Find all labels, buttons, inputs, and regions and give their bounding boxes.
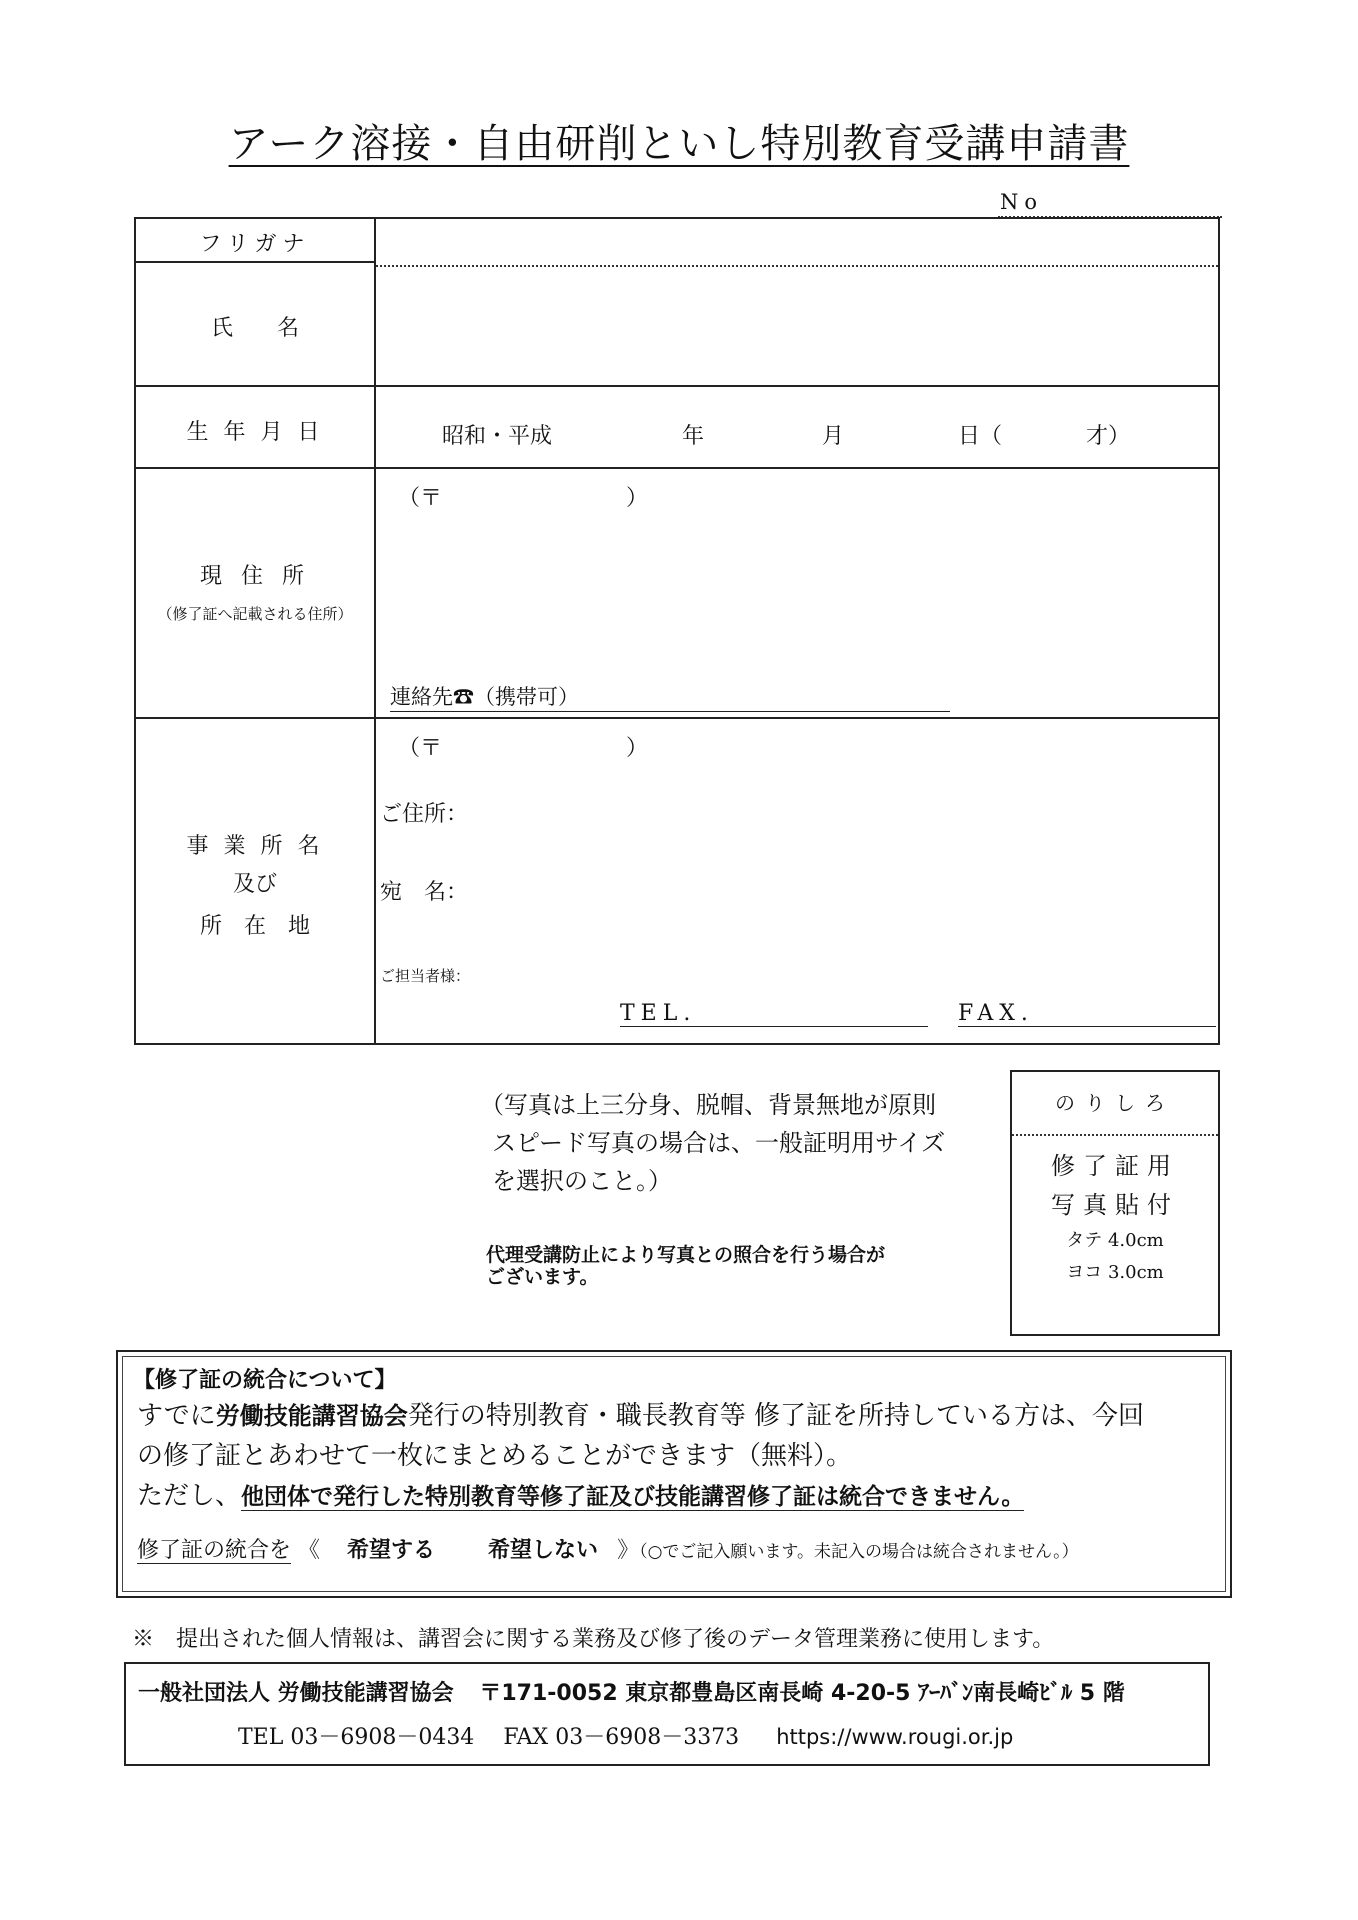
bracket-close: 》 (617, 1538, 640, 1563)
birth-month[interactable]: 月 (822, 424, 845, 449)
birth-era[interactable]: 昭和・平成 (442, 424, 553, 449)
merge-line-3 (137, 1477, 1024, 1516)
merge-line-1a: すでに (137, 1401, 216, 1431)
office-atena-label: 宛 名： (380, 880, 469, 905)
merge-choice-note: （○でご記入願います。未記入の場合は統合されません。） (639, 1542, 1079, 1562)
photo-note-line: （写真は上三分身、脱帽、背景無地が原則 (480, 1091, 936, 1119)
merge-line-1c: 発行の特別教育・職長教育等 修了証を所持している方は、今回 (407, 1401, 1145, 1431)
postal-close: ） (626, 486, 649, 511)
photo-note (480, 1086, 945, 1200)
photo-width: ヨコ 3.0cm (1066, 1262, 1164, 1283)
merge-line-2: の修了証とあわせて一枚にまとめることができます（無料）。 (137, 1441, 853, 1471)
fax-field[interactable]: FAX. (958, 1001, 1216, 1027)
page-title (0, 112, 1358, 169)
address-label: 現 住 所 (200, 564, 310, 589)
photo-box-line: 修了証用 (1051, 1152, 1179, 1180)
merge-line-4 (137, 1533, 1079, 1564)
number-field[interactable]: No (998, 190, 1222, 218)
merge-box (116, 1350, 1232, 1598)
office-label-3: 所 在 地 (199, 914, 310, 939)
application-form (134, 217, 1220, 1045)
photo-height: タテ 4.0cm (1066, 1230, 1164, 1251)
office-label-1: 事 業 所 名 (186, 834, 324, 859)
association-name: 労働技能講習協会 (215, 1402, 408, 1430)
address-sublabel: （修了証へ記載される住所） (157, 605, 353, 623)
name-label-text: 氏 名 (210, 316, 299, 341)
row-divider (136, 717, 1218, 719)
tel-field[interactable]: TEL. (620, 1001, 928, 1027)
row-divider (136, 261, 374, 263)
option-no-wish[interactable]: 希望しない (488, 1538, 599, 1563)
furigana-label: フリガナ (199, 232, 311, 257)
photo-box-line: 写真貼付 (1051, 1191, 1179, 1219)
name-input[interactable] (376, 267, 1218, 385)
office-postal-open: （〒 (398, 736, 443, 761)
photo-box[interactable] (1010, 1070, 1220, 1336)
footer-tel: TEL 03－6908－0434 (238, 1725, 475, 1750)
photo-warning (486, 1244, 885, 1288)
footer-address: 〒171-0052 東京都豊島区南長崎 4-20-5 ｱｰﾊﾞﾝ南長崎ﾋﾞﾙ 5 階 (479, 1681, 1125, 1706)
photo-warning-line: ございます。 (486, 1266, 599, 1288)
merge-heading: 【修了証の統合について】 (133, 1368, 397, 1393)
photo-note-line: を選択のこと。） (492, 1167, 672, 1195)
glue-label: のりしろ (1012, 1072, 1218, 1136)
footer-fax: FAX 03－6908－3373 (503, 1725, 740, 1750)
name-label (136, 311, 374, 342)
merge-line-3a: ただし、 (137, 1481, 242, 1511)
row-divider (136, 467, 1218, 469)
birth-label: 生 年 月 日 (186, 420, 324, 445)
contact-field[interactable]: 連絡先☎（携帯可） (390, 681, 950, 712)
page-title-text: アーク溶接・自由研削といし特別教育受講申請書 (228, 121, 1130, 167)
row-divider (136, 385, 1218, 387)
birth-day[interactable]: 日（ (958, 424, 1003, 449)
merge-choice-label: 修了証の統合を (137, 1538, 292, 1563)
option-wish[interactable]: 希望する (347, 1538, 436, 1563)
furigana-input[interactable] (376, 219, 1218, 261)
footer-org: 一般社団法人 労働技能講習協会 (138, 1681, 454, 1706)
postal-open: （〒 (398, 486, 443, 511)
office-postal-close: ） (626, 736, 649, 761)
birth-age[interactable]: 才） (1086, 424, 1131, 449)
footer-line-1 (138, 1676, 1125, 1707)
office-address-label: ご住所： (380, 802, 469, 827)
footer-url[interactable]: https://www.rougi.or.jp (776, 1725, 1014, 1749)
merge-restriction: 他団体で発行した特別教育等修了証及び技能講習修了証は統合できません。 (241, 1484, 1025, 1510)
address-input[interactable] (376, 515, 1218, 665)
merge-line-1 (137, 1397, 1144, 1435)
photo-warning-line: 代理受講防止により写真との照合を行う場合が (486, 1244, 886, 1266)
office-person-label: ご担当者様： (380, 967, 471, 985)
photo-note-line: スピード写真の場合は、一般証明用サイズ (492, 1129, 946, 1157)
bracket-open: 《 (298, 1538, 321, 1563)
footer-box (124, 1662, 1210, 1766)
footer-line-2 (238, 1720, 1013, 1751)
privacy-notice: ※ 提出された個人情報は、講習会に関する業務及び修了後のデータ管理業務に使用します。 (132, 1627, 1055, 1652)
birth-year[interactable]: 年 (682, 424, 705, 449)
merge-box-inner (122, 1356, 1226, 1592)
office-label-2: 及び (232, 872, 277, 897)
